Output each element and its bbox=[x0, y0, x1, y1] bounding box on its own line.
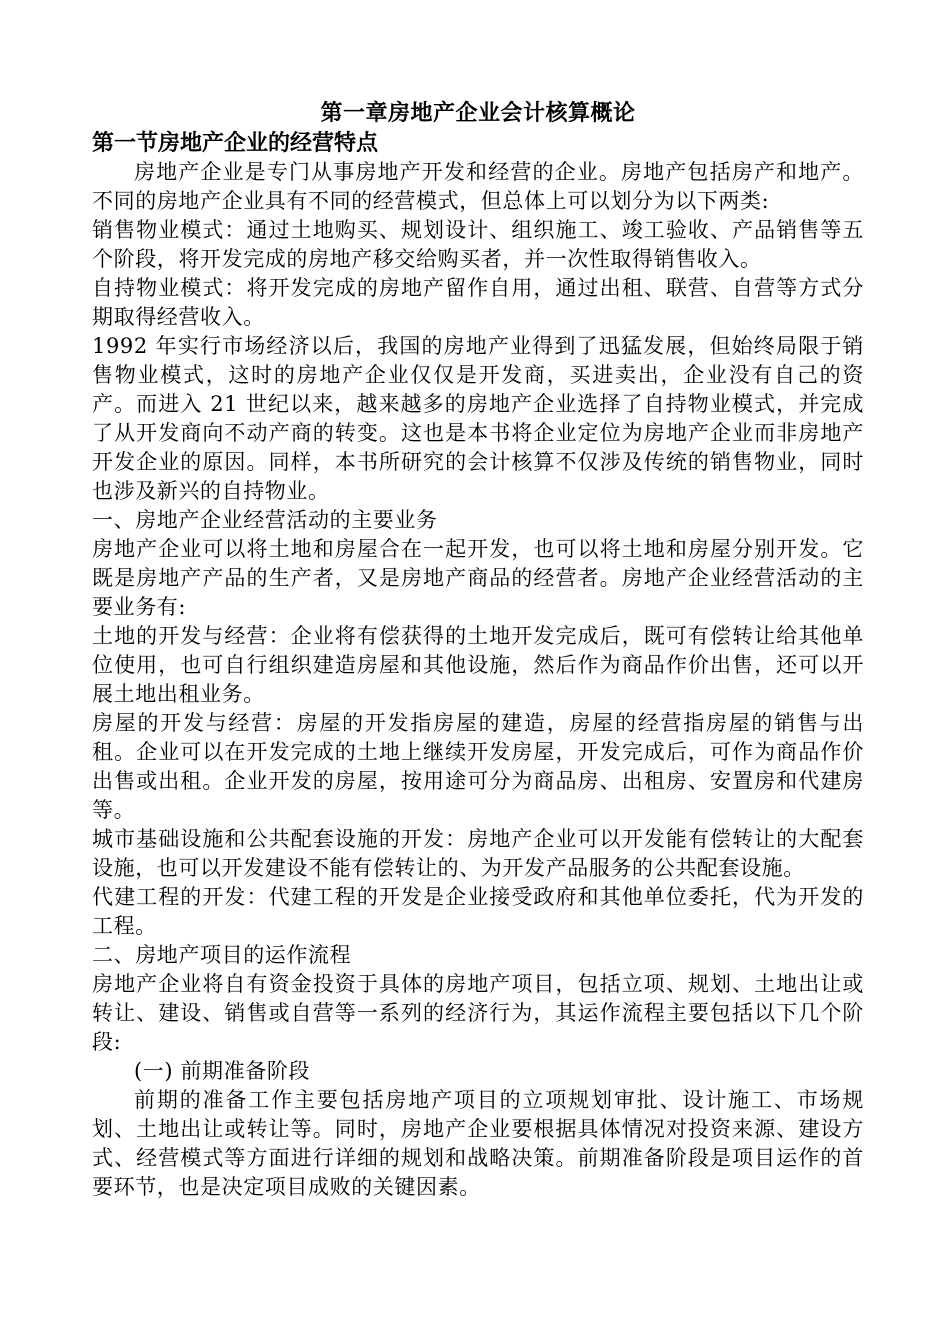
section-title: 第一节房地产企业的经营特点 bbox=[92, 130, 379, 156]
paragraph-agency-projects: 代建工程的开发：代建工程的开发是企业接受政府和其他单位委托，代为开发的工程。 bbox=[92, 885, 864, 938]
paragraph-main-business: 房地产企业可以将土地和房屋合在一起开发，也可以将土地和房屋分别开发。它既是房地产产品的生产者，又是房地产商品的经营者。房地产企业经营活动的主要业务有: bbox=[92, 537, 864, 619]
heading-preparation-stage: (一) 前期准备阶段 bbox=[134, 1059, 311, 1083]
paragraph-housing-development: 房屋的开发与经营：房屋的开发指房屋的建造，房屋的经营指房屋的销售与出租。企业可以在开发完成的土地上继续开发房屋，开发完成后，可作为商品作价出售或出租。企业开发的房屋，按用途可分为商品房、出租房、安置房和代建房等。 bbox=[92, 711, 864, 822]
paragraph-sales-model: 销售物业模式：通过土地购买、规划设计、组织施工、竣工验收、产品销售等五个阶段，将开发完成的房地产移交给购买者，并一次性取得销售收入。 bbox=[92, 218, 864, 271]
paragraph-infrastructure: 城市基础设施和公共配套设施的开发：房地产企业可以开发能有偿转让的大配套设施，也可以开发建设不能有偿转让的、为开发产品服务的公共配套设施。 bbox=[92, 827, 864, 880]
heading-project-process: 二、房地产项目的运作流程 bbox=[92, 943, 352, 967]
chapter-title: 第一章房地产企业会计核算概论 bbox=[320, 100, 636, 126]
paragraph-land-development: 土地的开发与经营：企业将有偿获得的土地开发完成后，既可有偿转让给其他单位使用，也可自行组织建造房屋和其他设施，然后作为商品作价出售，还可以开展土地出租业务。 bbox=[92, 624, 864, 706]
paragraph-preparation-stage: 前期的准备工作主要包括房地产项目的立项规划审批、设计施工、市场规划、土地出让或转让等。同时，房地产企业要根据具体情况对投资来源、建设方式、经营模式等方面进行详细的规划和战略决策。前期准备阶段是项目运作的首要环节，也是决定项目成败的关键因素。 bbox=[92, 1088, 864, 1199]
heading-main-business: 一、房地产企业经营活动的主要业务 bbox=[92, 508, 438, 532]
paragraph-history: 1992 年实行市场经济以后，我国的房地产业得到了迅猛发展，但始终局限于销售物业模式，这时的房地产企业仅仅是开发商，买进卖出，企业没有自己的资产。而进入 21 世纪以来，越来越多的房地产企业选择了自持物业模式，并完成了从开发商向不动产商的转变。这也是本书将企业定位为房地产企业而非房地产开发企业的原因。同样，本书所研究的会计核算不仅涉及传统的销售物业，同时也涉及新兴的自持物业。 bbox=[92, 334, 864, 503]
paragraph-intro: 房地产企业是专门从事房地产开发和经营的企业。房地产包括房产和地产。不同的房地产企业具有不同的经营模式，但总体上可以划分为以下两类: bbox=[92, 160, 864, 213]
document-body bbox=[92, 98, 864, 1202]
paragraph-self-held-model: 自持物业模式：将开发完成的房地产留作自用，通过出租、联营、自营等方式分期取得经营收入。 bbox=[92, 276, 864, 329]
paragraph-project-process: 房地产企业将自有资金投资于具体的房地产项目，包括立项、规划、土地出让或转让、建设、销售或自营等一系列的经济行为，其运作流程主要包括以下几个阶段: bbox=[92, 972, 864, 1054]
